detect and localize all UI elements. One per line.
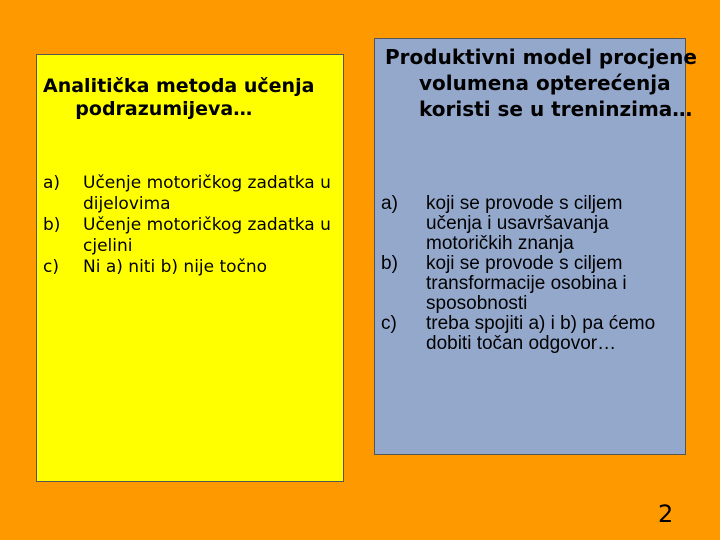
answer-text: koji se provode s ciljem učenja i usavršavanja motoričkih znanja	[426, 193, 623, 254]
left-answer-c	[43, 257, 339, 278]
answer-letter: c)	[381, 313, 397, 334]
answer-letter: b)	[381, 253, 398, 274]
right-answer-c	[381, 314, 683, 354]
answer-text: koji se provode s ciljem transformacije osobina i sposobnosti	[426, 253, 627, 314]
left-question-text: Analitička metoda učenja podrazumijeva…	[43, 75, 315, 120]
answer-text: Učenje motoričkog zadatka u dijelovima	[83, 173, 331, 214]
left-answer-b	[43, 215, 339, 257]
answer-text: treba spojiti a) i b) pa ćemo dobiti točan odgovor…	[426, 313, 656, 354]
right-question-text: Produktivni model procjene volumena opterećenja koristi se u treninzima…	[385, 45, 697, 121]
left-answer-a	[43, 173, 339, 215]
left-answer-list	[43, 173, 339, 278]
right-question-card	[374, 38, 697, 455]
right-answer-b	[381, 254, 683, 314]
right-answer-list	[381, 194, 683, 354]
answer-text: Učenje motoričkog zadatka u cjelini	[83, 215, 331, 256]
page-number: 2	[658, 500, 674, 528]
left-question-card	[36, 54, 344, 482]
answer-text: Ni a) niti b) nije točno	[83, 257, 268, 277]
answer-letter: c)	[43, 257, 59, 277]
answer-letter: a)	[381, 193, 398, 214]
right-answer-a	[381, 194, 683, 254]
answer-letter: a)	[43, 173, 61, 193]
answer-letter: b)	[43, 215, 61, 235]
